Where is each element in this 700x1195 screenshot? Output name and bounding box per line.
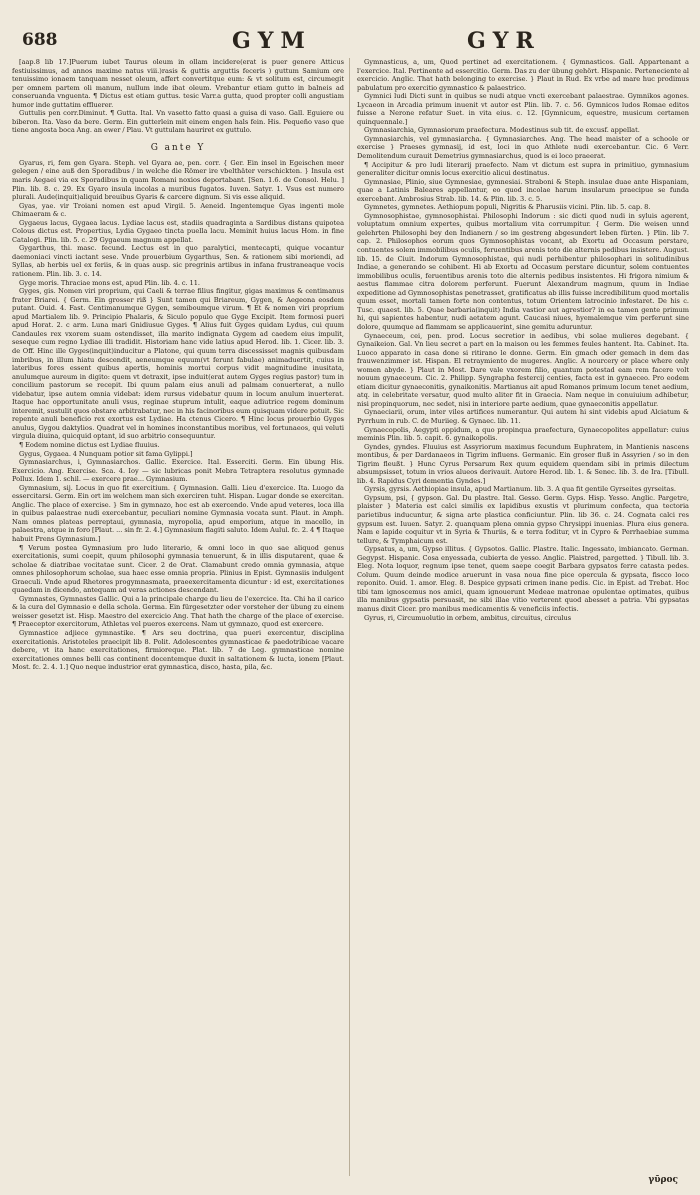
entry-paragraph: ¶ Verum postea Gymnasium pro ludo literario, & omni loco in quo sae aliquod genus exercitationis, sumi coepit, quum philosophi gymnasia tenuerunt, & in illis disputarent, quae & scholae & diatribae vocitatae sunt. Cicer. 2 de Orat. Clamabunt credo omnia gymnasia, atque omnes philosophorum scholae, sua haec esse omnia propria. Plinius in Epist. Gymnasiis indulgent Graeculi. Vnde apud Rhetores progymnasmata, praeexercitamenta dicuntur : id est, exercitationes quaedam in dicendo, antequam ad veras actiones descendant.	[12, 543, 344, 595]
catchword: γῦρος	[648, 1175, 678, 1185]
entry-paragraph: Gymnasiarchus, i, Gymnasiarchos. Gallic. Exercice. Ital. Esserciti. Germ. Ein übung His. Exercicio. Ang. Exercise. Sca. 4. Ioy — sic lubricas ponit Mebra Tetraptera resolutus gymnade Pollux. Idem 1. schil. — exercere prae... Gymnasium.	[12, 458, 344, 484]
entry-paragraph: Gypsum, psi, { gypson. Gal. Du plastre. Ital. Gesso. Germ. Gyps. Hisp. Yesso. Anglic. Pargetre, plaister } Materia est calci similis ex lapidibus exustis vt plurimum confecta, qua tectoria parietibus inducuntur, & signa arte plastica conficiuntur. Plin. lib 36. c. 24. Cognata calci res gypsum est. Iuuen. Satyr. 2. quanquam plena omnia gypso Chrysippi inuenias. Plura eius genera. Nam e lapide coquitur vt in Syria & Thuriis, & e terra foditur, vt in Cypro & Perrhaebiae summa tellure, & Tymphaicum est.	[357, 493, 689, 545]
entry-paragraph: Gymnasiarchis, vel gymnasiarcha. { Gymnasiarches. Ang. The head maister of a schoole or exercise } Praeses gymnasij, id est, loci in quo Athlete nudi exercebantur. Cic. 6 Verr. Demolitendum curauit Demetrius gymnasiarchus, quod is ei loco praeerat.	[357, 134, 689, 161]
entry-paragraph: Gyge moris. Thraciae mons est, apud Plin. lib. 4. c. 11.	[19, 278, 201, 287]
entry-paragraph: Gymnasticus, a, um, Quod pertinet ad exercitationem. { Gymnasticos. Gall. Appartenant a l'exercice. Ital. Pertinente ad essercitio. Germ. Das zu der übung gehört. Hispanic. Perteneciente al exercicio. Anglic. That hath belonging to exercise. } Plaut in Rud. Ex vrbe ad mare huc prodimus pabulatum pro exercitio gymnastico & palaestrico.	[357, 58, 689, 92]
entry-paragraph: Gypsatus, a, um, Gypso illitus. { Gypsotos. Gallic. Plastre. Italic. Ingessato, imbiancato. German. Gegypst. Hispanic. Cosa enyessada, cubierta de yesso. Anglic. Plaistred, pargetted. } Tibull. lib. 3. Eleg. Nota loquor, regnum ipse tenet, quem saepe coegit Barbara gypsatos ferre catasta pedes. Colum. Quum deinde modice aruerunt in vasa noua fine pice opercula & gypsata, fiscco loco reponito. Ouid. 1. amor. Eleg. 8. Despice gypsati crimen inane pedis. Cic. in Epist. ad Trebat. Hoc tibi tam ignoscemus nos amici, quam ignouerunt Medeae matronae opulentae optimates, quibus illa manibus gypsatis persuasit, ne sibi illae vitio verterent quod abesset a patria. Vbi gypsatas manus dixit Cicer. pro manibus medicamentis & veneficiis infectis.	[357, 545, 689, 613]
entry-paragraph: Gymnastice adjiece gymnastike. ¶ Ars seu doctrina, qua pueri exercentur, disciplina exercitationis. Aristoteles praecipit lib 8. Polit. Adolescentes gymnasticae & paedotribicae vacare debere, vt ita hanc exercitationes, firmioreque. Plat. lib. 7 de Leg. gymnasticae nomine exercitationes omnes belli cas continent docentemque duxit in saltationem & lucta, ionem [Plaut. Most. fc. 2. 4. 1.] Quo neque industrior erat gymnastica, disco, hasta, pila, &c.	[12, 629, 344, 672]
entry-paragraph: Gygaeus lacus, Gygaea lacus. Lydiae lacus est, stadiis quadraginta a Sardibus distans quipotea Colous dictus est. Propertius, Lydia Gygaeo tincta puella lacu. Meminit huius lacus Hom. in fine Catalogi. Plin. lib. 5. c. 29 Gygaeum magnum appellat.	[12, 218, 344, 244]
entry-paragraph: Gynaeceum, cei, pen. prod. Locus secretior in aedibus, vbi solae mulieres degebant. { Gynaikeion. Gal. Vn lieu secret a part en la maison ou les femmes feules hantent. Ita. Cabinet. Ita. Luoco apparato in casa done si ritirano le donne. Germ. Ein gmach oder gemach in dem das frauwenzimmer ist. Hispan. El retraymiento de mugeres. Anglic. A nourcery or place where only women abyde. } Plaut in Most. Dare vale vxorem filio, quantum potestad eam rem facere volt nouum gynaeceum. Cic. 2. Philipp. Syngrapha festercij centies, facta est in gynaeceo. Pro eodem etiam dicitur gynaeconitis, gynaikonitis. Martianus ait apud Romanos primum locum tenet aedium, atq. in celebritate versatur, quod multo aliter fit in Graecia. Nam neque in conuiuium adhibetur, nisi propinquorum, nec sedet, nisi in interiore parte aedium, quae gynaeconitis appellatur.	[357, 331, 689, 408]
entry-paragraph: Gyges, gis. Nomen viri proprium, qui Caeli & terrae filius fingitur, gigas maximus & centimanus frater Briarei. { Germ. Ein grosser riß } Sunt tamen qui Briareum, Gygen, & Aegeona eosdem putant. Ouid. 4. Fast. Centimanumque Gygen, semiboumque virum. ¶ Et & nomen viri proprium apud Martialem lib. 9. Principio Phalaris, & Siculo populo que Gyge Excipit. Item formosi pueri apud Horat. 2. c arm. Luna mari Gnidiusue Gyges. ¶ Alius fuit Gyges quidam Lydus, cui quum Candaules rex vxorem suam ostendisset, illa marito indignata Gygem ad caedem eius impulit, seseque cum regno Lydiae illi tradidit. Historiam hanc vide latius apud Herod. lib. 1. Cicer. lib. 3. de Off. Hinc ille Gyges(inquit)inducitur a Platone, qui quum terra discessisset magnis quibusdam imbribus, in illum hiatu descendit, aeneumque equum(vt ferunt fabulae) animaduertit, cuius in lateribus fores essent quibus apertis, hominis mortui corpus vidit magnitudine inusitata, anulumque aureum in digito: quem vt detraxit, ipse induit(erat autem Gyges regius pastor) tum in concilium pastorum se recepit. Ibi quum palam eius anuli ad palmam conuerterat, a nullo videbatur, ipse autem omnia videbat: idem rursus videbatur quum in locum anulum inuerterat. Itaque hac opportunitate anuli vsus, reginae stuprum intulit, eaque adiutrice regem dominum interemit, sustulit quos obstare arbitrabatur, nec in his facinoribus eum quisquam videre potuit. Sic repente anuli beneficio rex exortus est Lydiae. Ha ctenus Cicero. ¶ Hinc locus prouerbio Gyges anulus, Gygou daktylios. Quadrat vel in homines inconstantibus moribus, vel fortunaeos, qui veluti virgula diuina, quicquid optant, id suo arbitrio consequuntur.	[12, 287, 344, 441]
entry-paragraph: Gymnosophistae, gymnosophistai. Philosophi Indorum : sic dicti quod nudi in syluis agerent, voluptatum omnium expertes, quibus mortalium vita corrumpitur. { Germ. Die weisen unnd gelehrten Philosophi bey den Indianern / so im gestreng abgesundert leben fürten. } Plin. lib 7. cap. 2. Philosophos eorum quos Gymnosophistas vocant, ab Exortu ad Occasum perstare, contuentes solem immobilibus oculis, feruentibus arenis toto die alternis pedibus insistere. August. lib. 15. de Ciuit. Indorum Gymnosophistae, qui nudi perhibentur philosophari in solitudinibus Indiae, a generando se cohibent. Hi ab Exortu ad Occasum perstare dicuntur, solem contuentes immobilibus oculis, feruentibus arenis toto die alternis pedibus insistentes. Hi frigora nimium & aestus flammae citra dolorem perferunt. Fuerunt Alexandrum magnum, quum in Indiae expeditione ad Gymnosophistas penetrasset, gratificatus ab illis fuisse incredibilitum quod mortalis quum esset, mortali tamen forte non contentus, totum Orientem latrocinio infestaret. De his c. Tusc. quaest. lib. 5. Quae barbaria(inquit) India vastior aut agrestior? in ea tamen gente primum hi, qui sapientes habentur, nudi aetatem agunt. Caucasi niues, hyemalemque vim perferunt sine dolore, quumque ad flammam se applicauerint, sine gemitu aduruntur.	[357, 211, 689, 331]
running-head-right: GYR	[467, 28, 541, 54]
entry-paragraph: Gyarus, ri, fem gen Gyara. Steph. vel Gyara ae, pen. corr. { Ger. Ein insel in Egeischen meer gelegen / eine auß den Sporadibus / in welche die Römer ire vbelthäter verschickten. } Insula est maris Aegaei via ex Sporadibus in quam Romani noxios deportabant. [Sen. 1.6. de Consol. Helu. ] Plin. lib. 8. c. 29. Ex Gyaro insula incolas a muribus fugatos. Iuven. Satyr. 1. Vsus est numero plurali. Aude(inquit)aliquid breuibus Gyaris & carcere dignum. Si vis esse aliquid.	[12, 158, 344, 202]
entry-paragraph: Gygus, Gygaea. 4 Nunquam potior sit fama Gylippi.]	[19, 449, 193, 458]
entry-paragraph: Gymnastes, Gymnastes Gallic. Qui a la principale charge du lieu de l'exercice. Ita. Chi ha il carico & la cura del Gymnasio e della schola. Germa. Ein fürgesetzter oder vorsteher der übung zu einem weisser gesetzt ist. Hisp. Maestro del exercicio Ang. That hath the charge of the place of exercise. ¶ Praeceptor exercitorum, Athletas vel pueros exercens. Nam ut gymnazo, quod est exercere.	[12, 594, 344, 629]
entry-paragraph: Gyrus, ri, Circumuolutio in orbem, ambitus, circuitus, circulus	[364, 613, 572, 622]
entry-paragraph: Gygarthus, thi. masc. fecund. Lectus est in quo paralytici, mentecapti, quique vocantur daemoniaci vincti iactant sese. Vnde prouerbium Gygarthus, Sen. & rationem sibi moriendi, ad Syllas, ab herbis uel ex feriis, & in quas ausp. sic pregrinis artibus in infana frustraneaque vocis rationem. Plin. lib. 3. c. 14.	[12, 244, 344, 279]
entry-paragraph: Gyrsis, gyrsis. Aethiopiae insula, apud Martianum. lib. 3. A qua fit gentile Gyrseites gyrseitas.	[364, 485, 676, 494]
entry-paragraph: Gymnasium, sij. Locus in quo fit exercitium. { Gymnasion. Galli. Lieu d'exercice. Ita. Luogo da essercitarsi. Germ. Ein ort im welchem man sich exerciren tuht. Hispan. Lugar donde se exercitan. Anglic. The place of exercise. } Sm in gymnazo, hoc est ab exercendo. Vnde apud veteres, loca illa in quibus palaestrae nudi exercebantur, peculiari nomine Gymnasia vocata sunt. Plaut. in Amph. Nam omnes plateas perreptaui, gymnasia, myropolia, apud emporium, atque in macello, in palaestra, atque in foro [Plaut. ... sin fr. 2. 4.] Gymnasium flagiti saluto. Idem Aulul. fc. 2. 4 ¶ Itaque habuit Prens Gymnasium.]	[12, 483, 344, 543]
right-column	[357, 58, 689, 1176]
entry-paragraph: ¶ Accipitur & pro ludi literarij praefecto. Nam vt dictum est supra in primitiuo, gymnasium generaliter dicitur omnis locus exercitio alicui destinatus.	[357, 160, 689, 178]
entry-paragraph: Gymnetes, gymnetes. Aethiopum populi, Nigritis & Pharusiis vicini. Plin. lib. 5. cap. 8.	[364, 203, 651, 212]
entry-paragraph: Gyas, yae. vir Troiani nomen est apud Virgil. 5. Aeneid. Ingentemque Gyas ingenti mole Chimaeram & c.	[12, 201, 344, 219]
entry-paragraph: Gynaecopolis, Aegypti oppidum, a quo propinqua praefectura, Gynaecopolites appellatur: cuius meminis Plin. lib. 5. capit. 6. gynaikopolis.	[357, 425, 689, 443]
entry-paragraph: Gymnici ludi Dicti sunt in quibus se nudi atque vncti exercebant palaestrae. Gymnikos agones. Lycaeon in Arcadia primum inuenit vt autor est Plin. lib. 7. c. 56. Gymnicos ludos Romae editos fuisse a Nerone refatur Suet. in vita eius. c. 12. [Gymnicum, equestre, musicum certamen quinquennale.]	[357, 92, 689, 126]
page-number: 688	[22, 30, 58, 50]
left-column	[12, 58, 344, 1176]
section-heading: G ante Y	[150, 142, 206, 153]
entry-paragraph: Gynaeciarii, orum, inter viles artifices numerantur. Qui autem hi sint videbis apud Alciatum & Pyrrhum in rub. C. de Muriieg. & Gynaec. lib. 11.	[357, 408, 689, 425]
entry-paragraph: Guttulis pen corr.Diminut. ¶ Gutta. Ital. Vn vasetto fatto quasi a guisa di vaso. Gall. Eguiere ou biberon. Ita. Vaso da bere. Germ. Ein gutterlein mit einem engen hals fein. His. Pequeño vaso que tiene angosta boca Ang. an ewer / Plau. Vt guttulam hauriret ex guttulo.	[12, 109, 344, 135]
entry-paragraph: Gyndes, gyndes. Fluuius est Assyriorum maximus fecundum Euphratem, in Mantienis nascens montibus, & per Dardanaeos in Tigrim influens. Germanic. Ein groser fluß in Assyrien / so in den Tigrim fleußt. } Hunc Cyrus Persarum Rex quum equidem quendam sibi in primis dilectum absumpsisset, totum in vrios alueos derivauit. Autore Herod. lib. 1. & Senec. lib. 3. de Ira. [Tibull. lib. 4. Rapidus Cyri dementia Gyndes.]	[357, 442, 689, 485]
running-head-left: GYM	[232, 28, 312, 54]
column-divider	[349, 58, 350, 1176]
entry-paragraph: ¶ Eodem nomine dictus est Lydiae fluuius.	[19, 440, 160, 449]
entry-paragraph: Gymnasiarchia, Gymnasiorum praefectura. Modestinus sub tit. de excusf. appellat.	[364, 126, 640, 135]
entry-paragraph: Gymnasiae, Plinio, siue Gymnesiae, gymnesiai. Straboni & Steph. insulae duae ante Hispaniam, quae a Latinis Baleares appellantur, eo quod incolae harum insularum praecipue se funda exercebant. Ambrosius Strab. lib. 14. & Plin. lib. 3. c. 5.	[357, 177, 689, 203]
entry-paragraph: [aap.8 lib 17.]Puerum iubet Taurus oleum in ollam incidere(erat is puer genere Atticus festiuissimus, ad annos maxime natus viii.)rasis & guttis arguttis feceris ) guttum Samium ore tenuissimo ionaem tanquam nesset oleum, affert convertitque eum: & vt solitum est, circumegit per omnem partem oli manum, nullum inde ibat oleum. Vrebantur etiam gutto in balneis ad conseruanda vnguenta. ¶ Dictus est etiam guttus. tesic Varr.a gutta, quod propter colli angustiam humor inde guttatim effluerer.	[12, 58, 344, 109]
